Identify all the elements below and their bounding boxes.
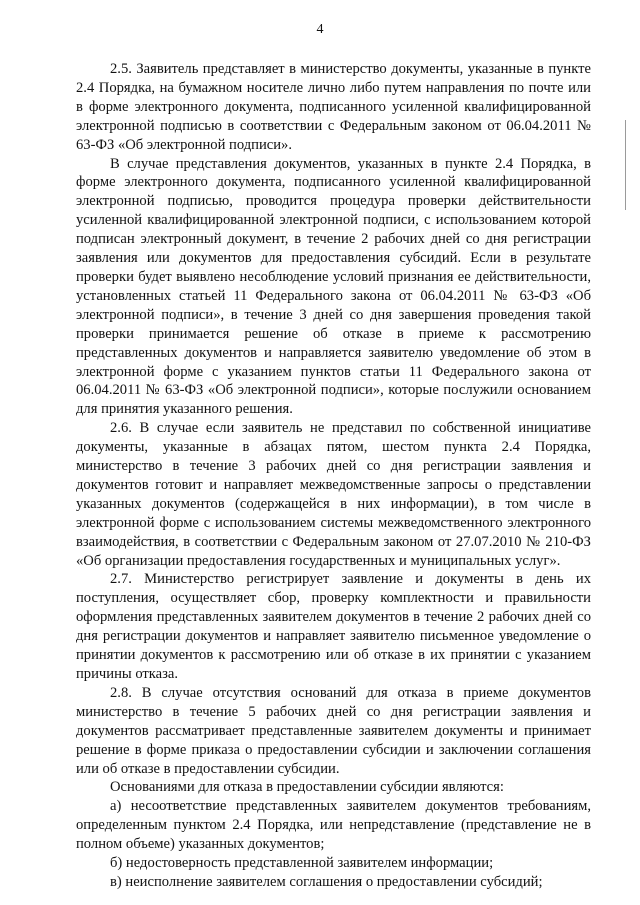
list-item-v: в) неисполнение заявителем соглашения о предоставлении субсидий; (110, 873, 543, 890)
paragraph-electronic-signature-check: В случае представления документов, указанных в пункте 2.4 Порядка, в форме электронного документа, подписанного усиленной квалифицированной электронной подписью, проводится процедура проверки действительности усиленной квалифицированной электронной подписи, с использованием которой подписан электронный документ, в течение 2 рабочих дней со дня регистрации заявления или документов для предоставления субсидий. Если в результате проверки будет выявлено несоблюдение условий признания ее действительности, установленных статьей 11 Федерального закона от 06.04.2011 № 63-ФЗ «Об электронной подписи», в течение 3 дней со дня завершения проведения такой проверки принимается решение об отказе в приеме к рассмотрению представленных документов и направляется заявителю уведомление об этом в электронной форме с указанием пунктов статьи 11 Федерального закона от 06.04.2011 № 63-ФЗ «Об электронной подписи», которые послужили основанием для принятия указанного решения. (76, 155, 591, 418)
paragraph-2-5: 2.5. Заявитель представляет в министерство документы, указанные в пункте 2.4 Порядка, на бумажном носителе лично либо путем направления по почте или в форме электронного документа, подписанного усиленной квалифицированной электронной подписью в соответствии с Федеральным законом от 06.04.2011 № 63-ФЗ «Об электронной подписи». (76, 61, 591, 153)
document-body (76, 60, 591, 892)
list-item-b: б) недостоверность представленной заявителем информации; (110, 855, 494, 872)
page-number: 4 (316, 22, 324, 37)
paragraph-2-6: 2.6. В случае если заявитель не представил по собственной инициативе документы, указанные в абзацах пятом, шестом пункта 2.4 Порядка, министерство в течение 3 рабочих дней со дня регистрации заявления и документов готовит и направляет межведомственные запросы о представлении указанных документов (содержащейся в них информации), в том числе в электронной форме с использованием системы межведомственного электронного взаимодействия, в соответствии с Федеральным законом от 27.07.2010 № 210-ФЗ «Об организации предоставления государственных и муниципальных услуг». (76, 420, 591, 569)
scan-edge-mark (625, 120, 626, 210)
paragraph-refusal-grounds-intro: Основаниями для отказа в предоставлении субсидии являются: (110, 779, 504, 796)
paragraph-2-7: 2.7. Министерство регистрирует заявление и документы в день их поступления, осуществляет сбор, проверку комплектности и правильности оформления представленных заявителем документов в течение 2 рабочих дней со дня регистрации документов и направляет заявителю письменное уведомление о принятии документов к рассмотрению или об отказе в их принятии с указанием причины отказа. (76, 571, 591, 682)
paragraph-2-8: 2.8. В случае отсутствия оснований для отказа в приеме документов министерство в течение 5 рабочих дней со дня регистрации заявления и документов рассматривает представленные заявителем документы и принимает решение в форме приказа о предоставлении субсидии и заключении соглашения или об отказе в предоставлении субсидии. (76, 684, 591, 777)
list-item-a: а) несоответствие представленных заявителем документов требованиям, определенным пунктом 2.4 Порядка, или непредставление (представление не в полном объеме) указанных документов; (76, 798, 591, 853)
